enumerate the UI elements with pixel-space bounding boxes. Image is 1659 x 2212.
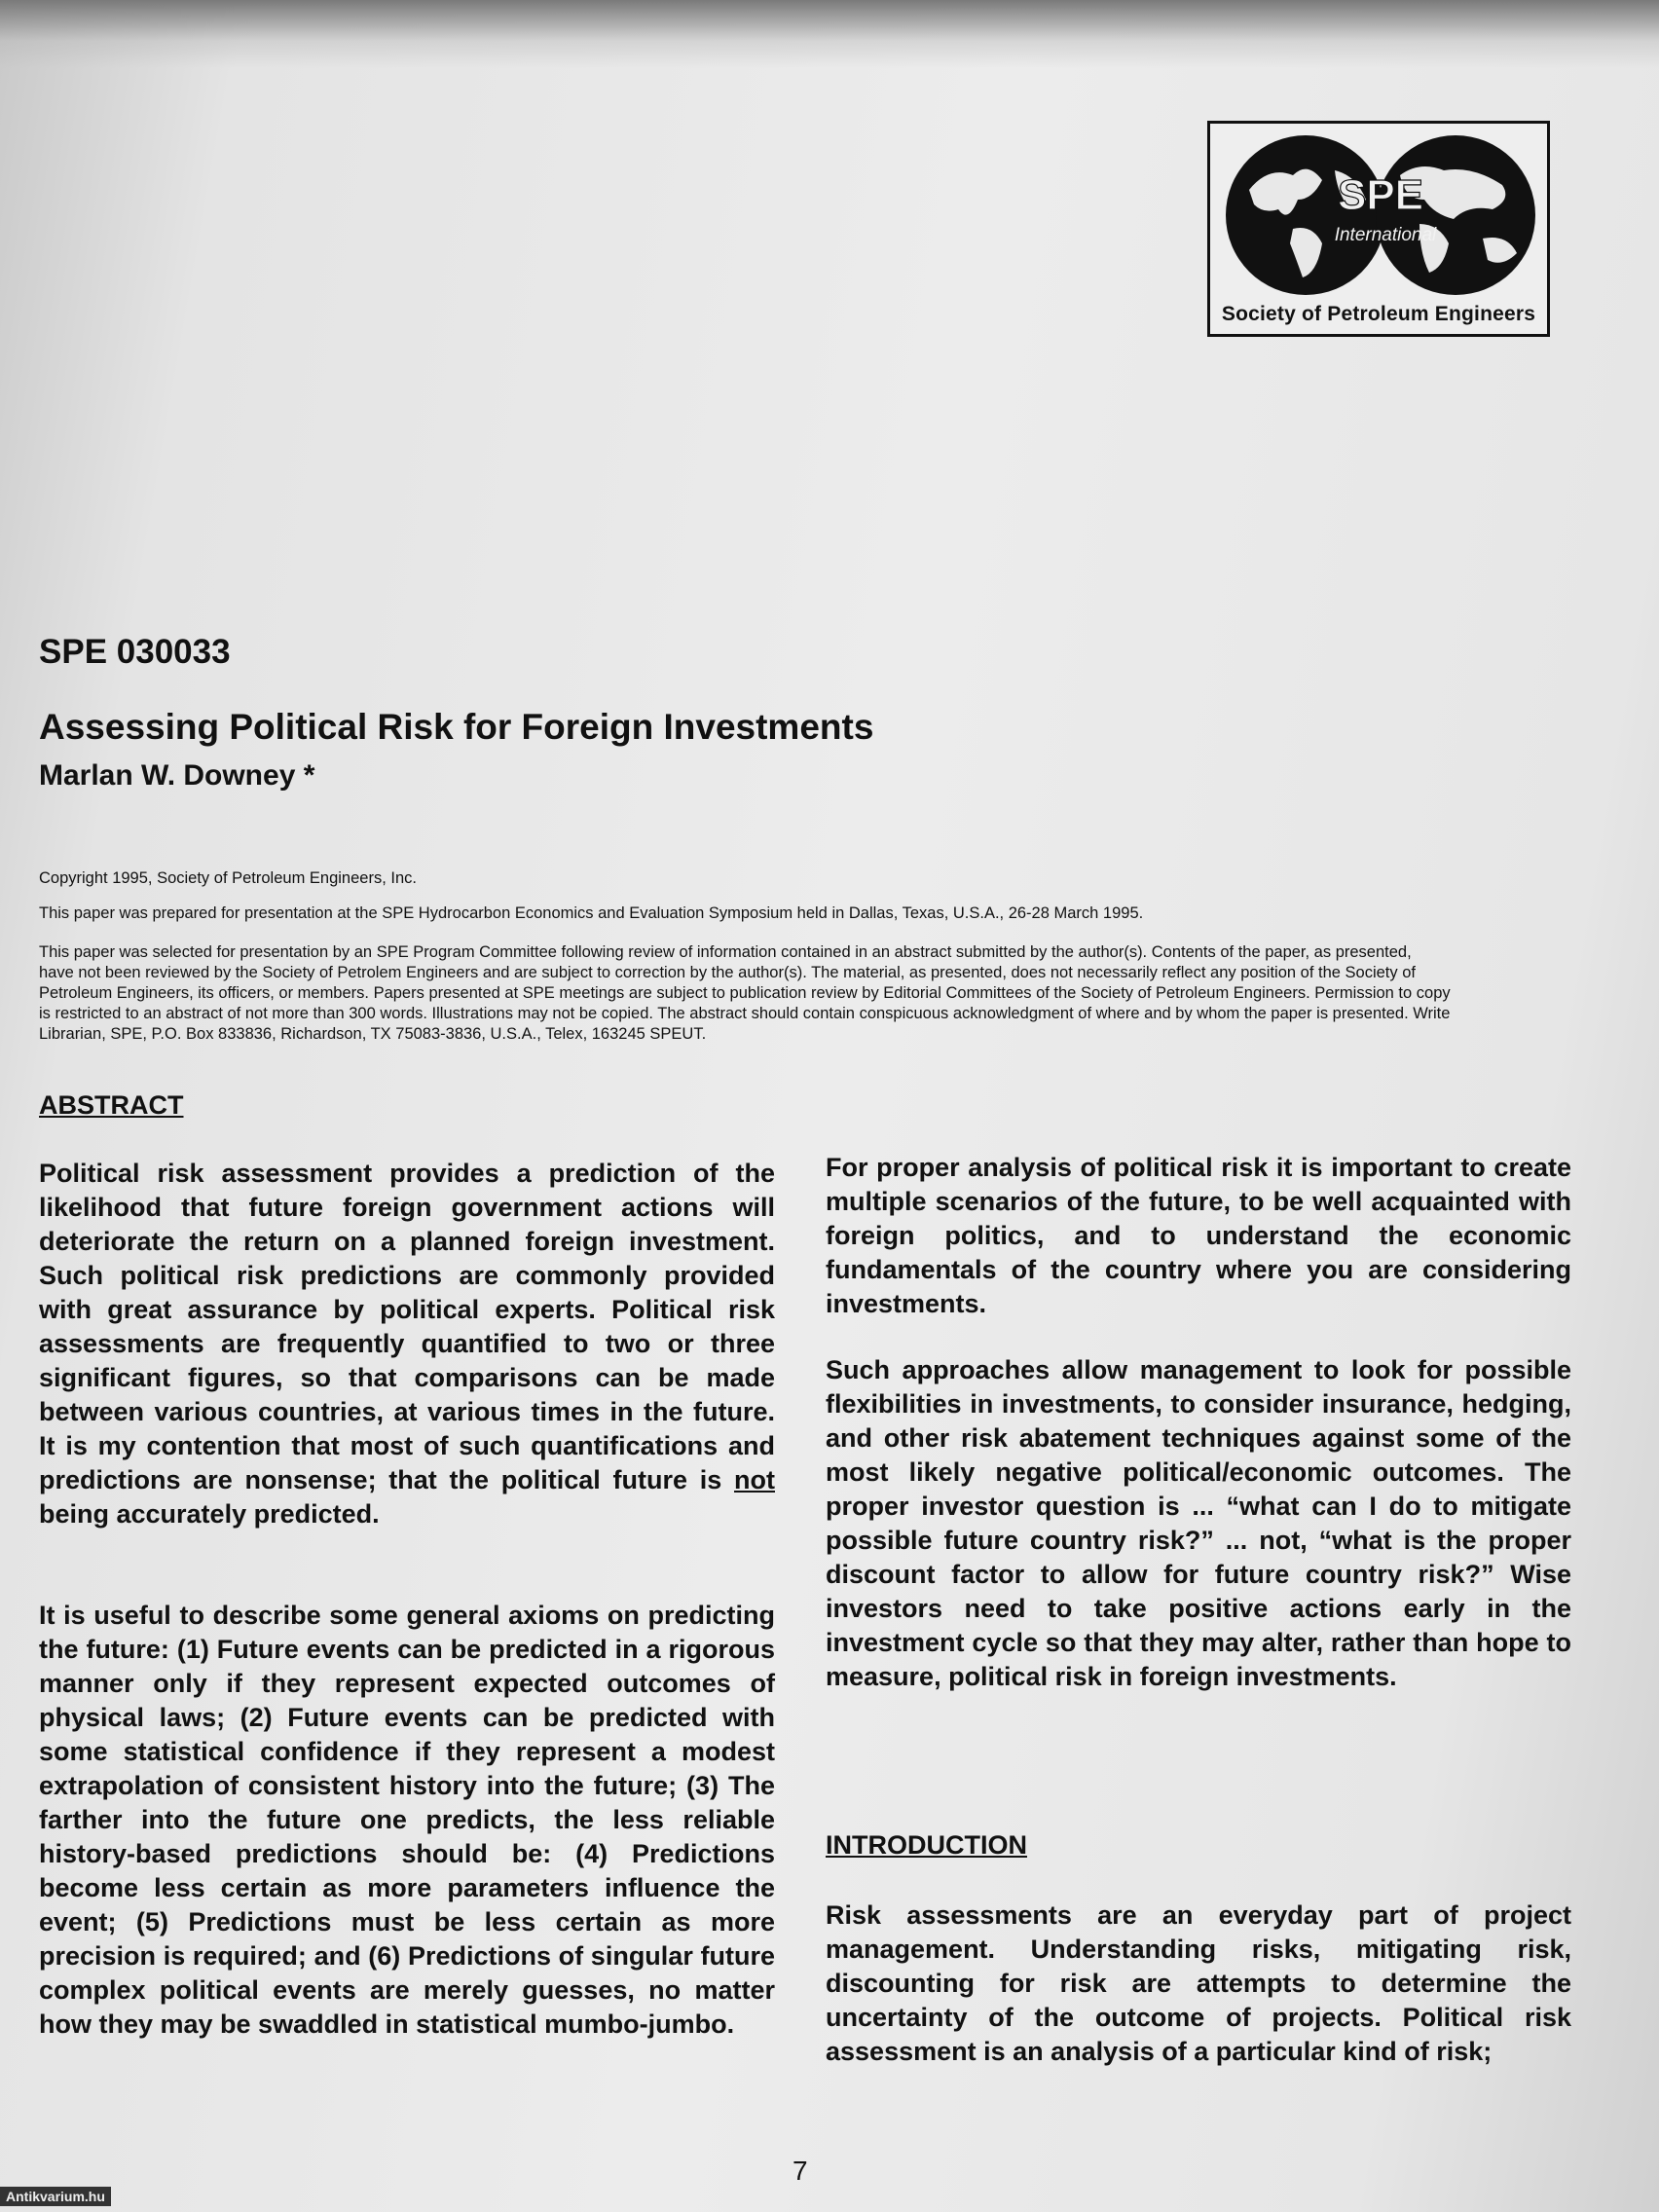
logo-brand: SPE: [1337, 171, 1424, 219]
paper-title: Assessing Political Risk for Foreign Investments: [39, 707, 874, 747]
abstract-paragraph-3: For proper analysis of political risk it is important to create multiple scenarios of the future, to be well acquainted with foreign politics, and to understand the economic fundamentals of the country where you are considering investments.: [826, 1153, 1571, 1318]
abstract-p1-text: Political risk assessment provides a prediction of the likelihood that future foreign government actions will deteriorate the return on a planned foreign investment. Such political risk predictions are commonly provided with great assurance by political experts. Political risk assessments are frequently quantified to two or three significant figures, so that comparisons can be made between various countries, at various times in the future. It is my contention that most of such quantifications and predictions are nonsense; that the political future is: [39, 1159, 775, 1494]
globe-logo-icon: [1220, 131, 1541, 297]
watermark: Antikvarium.hu: [0, 2187, 111, 2206]
scan-shadow: [0, 0, 1659, 68]
logo-subtitle: International: [1334, 225, 1437, 245]
abstract-heading: ABSTRACT: [39, 1090, 184, 1120]
abstract-paragraph-1: [39, 1157, 775, 1531]
abstract-p1-emphasis: not: [734, 1465, 775, 1494]
paper-id: SPE 030033: [39, 633, 231, 671]
introduction-paragraph-1: Risk assessments are an everyday part of project management. Understanding risks, mitigating risk, discounting for risk are attempts to determine the uncertainty of the outcome of projects. Political risk assessment is an analysis of a particular kind of risk;: [826, 1900, 1571, 2066]
copyright-notice: Copyright 1995, Society of Petroleum Engineers, Inc.: [39, 869, 417, 887]
page-number: 7: [793, 2156, 808, 2186]
abstract-p1-end: being accurately predicted.: [39, 1499, 380, 1529]
paper-author: Marlan W. Downey *: [39, 759, 315, 792]
abstract-paragraph-4: Such approaches allow management to look for possible flexibilities in investments, to consider insurance, hedging, and other risk abatement techniques against some of the most likely negative political/economic outcomes. The proper investor question is ... “what can I do to mitigate possible future country risk?” ... not, “what is the proper discount factor to allow for future country risk?” Wise investors need to take positive actions early in the investment cycle so that they may alter, rather than hope to measure, political risk in foreign investments.: [826, 1355, 1571, 1691]
introduction-heading: INTRODUCTION: [826, 1830, 1027, 1860]
selection-notice: This paper was selected for presentation by an SPE Program Committee following review of information contained in an abstract submitted by the author(s). Contents of the paper, as presented, have not been reviewed by the Society of Petrolem Engineers and are subject to correction by the author(s). The material, as presented, does not necessarily reflect any position of the Society of Petroleum Engineers, its officers, or members. Papers presented at SPE meetings are subject to publication review by Editorial Committees of the Society of Petroleum Engineers. Permission to copy is restricted to an abstract of not more than 300 words. Illustrations may not be copied. The abstract should contain conspicuous acknowledgment of where and by whom the paper is presented. Write Librarian, SPE, P.O. Box 833836, Richardson, TX 75083-3836, U.S.A., Telex, 163245 SPEUT.: [39, 943, 1451, 1043]
abstract-paragraph-2: It is useful to describe some general axioms on predicting the future: (1) Future events can be predicted in a rigorous manner only if they represent expected outcomes of physical laws; (2) Future events can be predicted with some statistical confidence if they represent a modest extrapolation of consistent history into the future; (3) The farther into the future one predicts, the less reliable history-based predictions should be: (4) Predictions become less certain as more parameters influence the event; (5) Predictions must be less certain as more precision is required; and (6) Predictions of singular future complex political events are merely guesses, no matter how they may be swaddled in statistical mumbo-jumbo.: [39, 1601, 775, 2039]
spe-logo: [1207, 121, 1550, 337]
presentation-notice: This paper was prepared for presentation at the SPE Hydrocarbon Economics and Evaluation Symposium held in Dallas, Texas, U.S.A., 26-28 March 1995.: [39, 904, 1144, 922]
logo-caption: Society of Petroleum Engineers: [1221, 303, 1536, 325]
